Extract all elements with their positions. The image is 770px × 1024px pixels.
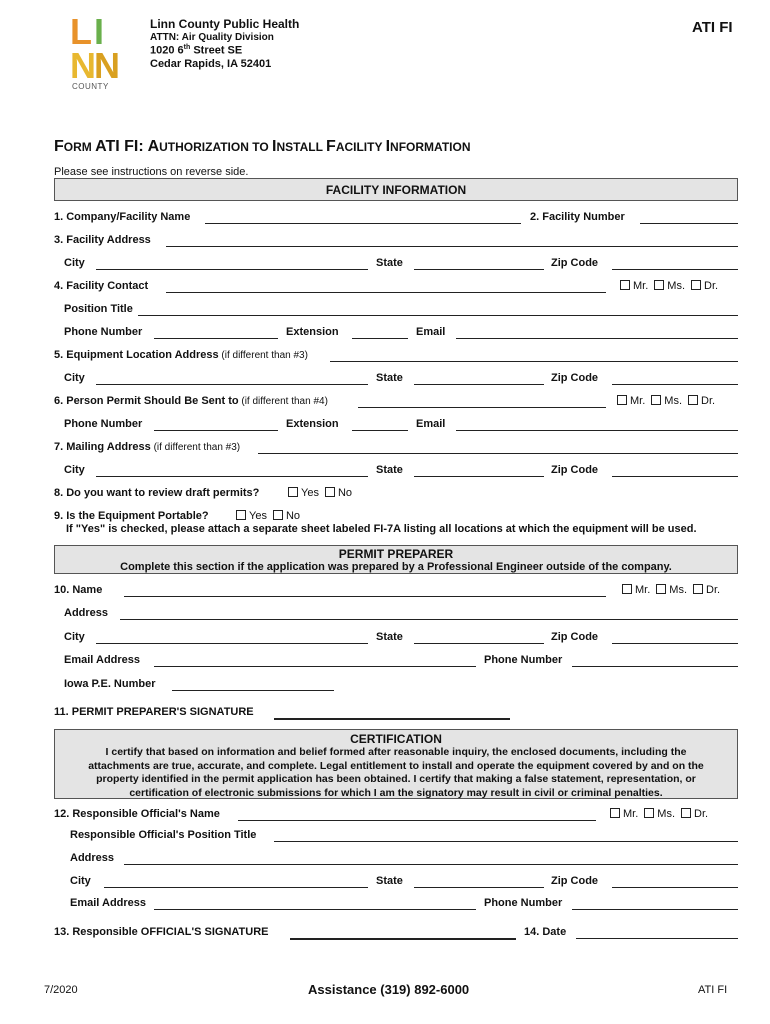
facility-heading-band <box>54 178 738 201</box>
company-name-field[interactable] <box>205 223 521 224</box>
city-field[interactable] <box>96 643 368 644</box>
city-label: City <box>64 257 85 269</box>
certification-band <box>54 729 738 799</box>
city-label: City <box>64 631 85 643</box>
ms-checkbox[interactable] <box>644 808 654 818</box>
dr-checkbox[interactable] <box>681 808 691 818</box>
facility-address-field[interactable] <box>166 246 738 247</box>
official-signature-field[interactable] <box>290 938 516 940</box>
state-label: State <box>376 875 403 887</box>
mailing-address-label: 7. Mailing Address (if different than #3) <box>54 441 241 453</box>
email-label: Email <box>416 326 446 338</box>
official-signature-label: 13. Responsible OFFICIAL'S SIGNATURE <box>54 926 269 938</box>
mr-checkbox[interactable] <box>620 280 630 290</box>
zip-field[interactable] <box>612 384 738 385</box>
extension-label: Extension <box>286 326 339 338</box>
footer-code: ATI FI <box>698 984 728 996</box>
state-field[interactable] <box>414 887 544 888</box>
phone-field[interactable] <box>154 430 278 431</box>
draft-no-checkbox[interactable] <box>325 487 335 497</box>
phone-field[interactable] <box>154 338 278 339</box>
facility-number-label: 2. Facility Number <box>530 211 625 223</box>
state-label: State <box>376 631 403 643</box>
zip-label: Zip Code <box>551 372 599 384</box>
dr-checkbox[interactable] <box>688 395 698 405</box>
city-label: City <box>64 464 85 476</box>
form-title: FORM ATI FI: AUTHORIZATION TO INSTALL FACILITY INFORMATION <box>54 138 471 155</box>
state-label: State <box>376 464 403 476</box>
state-field[interactable] <box>414 384 544 385</box>
preparer-subheading: Complete this section if the application was prepared by a Professional Engineer outside of the company. <box>120 561 672 573</box>
street-line: 1020 6th Street SE <box>150 44 243 57</box>
official-phone-label: Phone Number <box>484 897 563 909</box>
extension-label: Extension <box>286 418 339 430</box>
ms-checkbox[interactable] <box>656 584 666 594</box>
zip-field[interactable] <box>612 476 738 477</box>
city-label: City <box>70 875 91 887</box>
preparer-phone-label: Phone Number <box>484 654 563 666</box>
phone-label: Phone Number <box>64 326 143 338</box>
date-label: 14. Date <box>524 926 567 938</box>
preparer-email-label: Email Address <box>64 654 141 666</box>
state-label: State <box>376 372 403 384</box>
position-title-field[interactable] <box>138 315 738 316</box>
preparer-name-label: 10. Name <box>54 584 103 596</box>
salutation-group: Mr. Ms. Dr. <box>617 395 721 408</box>
draft-permits-options: Yes No <box>288 487 352 500</box>
form-code: ATI FI <box>692 19 733 36</box>
mr-checkbox[interactable] <box>617 395 627 405</box>
city-field[interactable] <box>96 269 368 270</box>
equipment-location-label: 5. Equipment Location Address (if different than #3) <box>54 349 308 361</box>
zip-label: Zip Code <box>551 464 599 476</box>
phone-label: Phone Number <box>64 418 143 430</box>
official-phone-field[interactable] <box>572 909 738 910</box>
official-name-label: 12. Responsible Official's Name <box>54 808 220 820</box>
attn-line: ATTN: Air Quality Division <box>150 32 274 43</box>
preparer-signature-field[interactable] <box>274 718 510 720</box>
ms-checkbox[interactable] <box>654 280 664 290</box>
pe-number-field[interactable] <box>172 690 334 691</box>
city-label: City <box>64 372 85 384</box>
preparer-address-label: Address <box>64 607 109 619</box>
facility-heading: FACILITY INFORMATION <box>325 183 467 197</box>
certification-heading: CERTIFICATION <box>350 732 442 746</box>
mailing-address-field[interactable] <box>258 453 738 454</box>
pe-number-label: Iowa P.E. Number <box>64 678 156 690</box>
state-field[interactable] <box>414 269 544 270</box>
zip-label: Zip Code <box>551 257 599 269</box>
salutation-group: Mr. Ms. Dr. <box>610 808 714 821</box>
permit-recipient-label: 6. Person Permit Should Be Sent to (if different than #4) <box>54 395 328 407</box>
preparer-phone-field[interactable] <box>572 666 738 667</box>
email-field[interactable] <box>456 430 738 431</box>
extension-field[interactable] <box>352 338 408 339</box>
facility-number-field[interactable] <box>640 223 738 224</box>
footer-date: 7/2020 <box>44 984 78 996</box>
official-position-field[interactable] <box>274 841 738 842</box>
mr-checkbox[interactable] <box>622 584 632 594</box>
permit-recipient-field[interactable] <box>358 407 606 408</box>
zip-label: Zip Code <box>551 875 599 887</box>
zip-field[interactable] <box>612 643 738 644</box>
portable-yes-checkbox[interactable] <box>236 510 246 520</box>
org-name: Linn County Public Health <box>150 17 300 31</box>
official-email-label: Email Address <box>70 897 147 909</box>
equipment-location-field[interactable] <box>330 361 738 362</box>
preparer-signature-label: 11. PERMIT PREPARER'S SIGNATURE <box>54 706 254 718</box>
footer-assistance: Assistance (319) 892-6000 <box>308 982 470 997</box>
zip-label: Zip Code <box>551 631 599 643</box>
city-line: Cedar Rapids, IA 52401 <box>150 58 272 70</box>
preparer-heading: PERMIT PREPARER <box>338 547 454 561</box>
portable-no-checkbox[interactable] <box>273 510 283 520</box>
preparer-address-field[interactable] <box>120 619 738 620</box>
salutation-group: Mr. Ms. Dr. <box>622 584 726 597</box>
salutation-group: Mr. Ms. Dr. <box>620 280 724 293</box>
facility-address-label: 3. Facility Address <box>54 234 151 246</box>
mr-checkbox[interactable] <box>610 808 620 818</box>
portable-options: Yes No <box>236 510 300 523</box>
dr-checkbox[interactable] <box>693 584 703 594</box>
official-address-field[interactable] <box>124 864 738 865</box>
city-field[interactable] <box>104 887 368 888</box>
zip-field[interactable] <box>612 887 738 888</box>
preparer-email-field[interactable] <box>154 666 476 667</box>
draft-permits-label: 8. Do you want to review draft permits? <box>54 487 260 499</box>
portable-note: If "Yes" is checked, please attach a separate sheet labeled FI-7A listing all locations at which the equipment will be used. <box>66 523 697 535</box>
zip-field[interactable] <box>612 269 738 270</box>
facility-contact-field[interactable] <box>166 292 606 293</box>
dr-checkbox[interactable] <box>691 280 701 290</box>
logo-county-text: COUNTY <box>72 82 109 91</box>
city-field[interactable] <box>96 384 368 385</box>
official-position-label: Responsible Official's Position Title <box>70 829 257 841</box>
facility-contact-label: 4. Facility Contact <box>54 280 149 292</box>
position-title-label: Position Title <box>64 303 133 315</box>
email-label: Email <box>416 418 446 430</box>
official-address-label: Address <box>70 852 115 864</box>
portable-label: 9. Is the Equipment Portable? <box>54 510 209 522</box>
state-field[interactable] <box>414 476 544 477</box>
city-field[interactable] <box>96 476 368 477</box>
preparer-band <box>54 545 738 574</box>
linn-county-logo: L I N N COUNTY <box>70 11 120 91</box>
date-field[interactable] <box>576 938 738 939</box>
email-field[interactable] <box>456 338 738 339</box>
official-email-field[interactable] <box>154 909 476 910</box>
state-field[interactable] <box>414 643 544 644</box>
ms-checkbox[interactable] <box>651 395 661 405</box>
preparer-name-field[interactable] <box>124 596 606 597</box>
state-label: State <box>376 257 403 269</box>
company-name-label: 1. Company/Facility Name <box>54 211 191 223</box>
draft-yes-checkbox[interactable] <box>288 487 298 497</box>
official-name-field[interactable] <box>238 820 596 821</box>
extension-field[interactable] <box>352 430 408 431</box>
instructions-note: Please see instructions on reverse side. <box>54 166 249 178</box>
certification-text: I certify that based on information and belief formed after reasonable inquiry, the enclosed documents, including the attachments are true, accurate, and complete. Legal entitlement to install and operate the equipment covered by and on the property identified in the permit application has been obtained. I certify that making a false statement, representation, or certification of electronic submissions for which I am the signatory may result in civil or criminal penalties. <box>88 746 704 799</box>
